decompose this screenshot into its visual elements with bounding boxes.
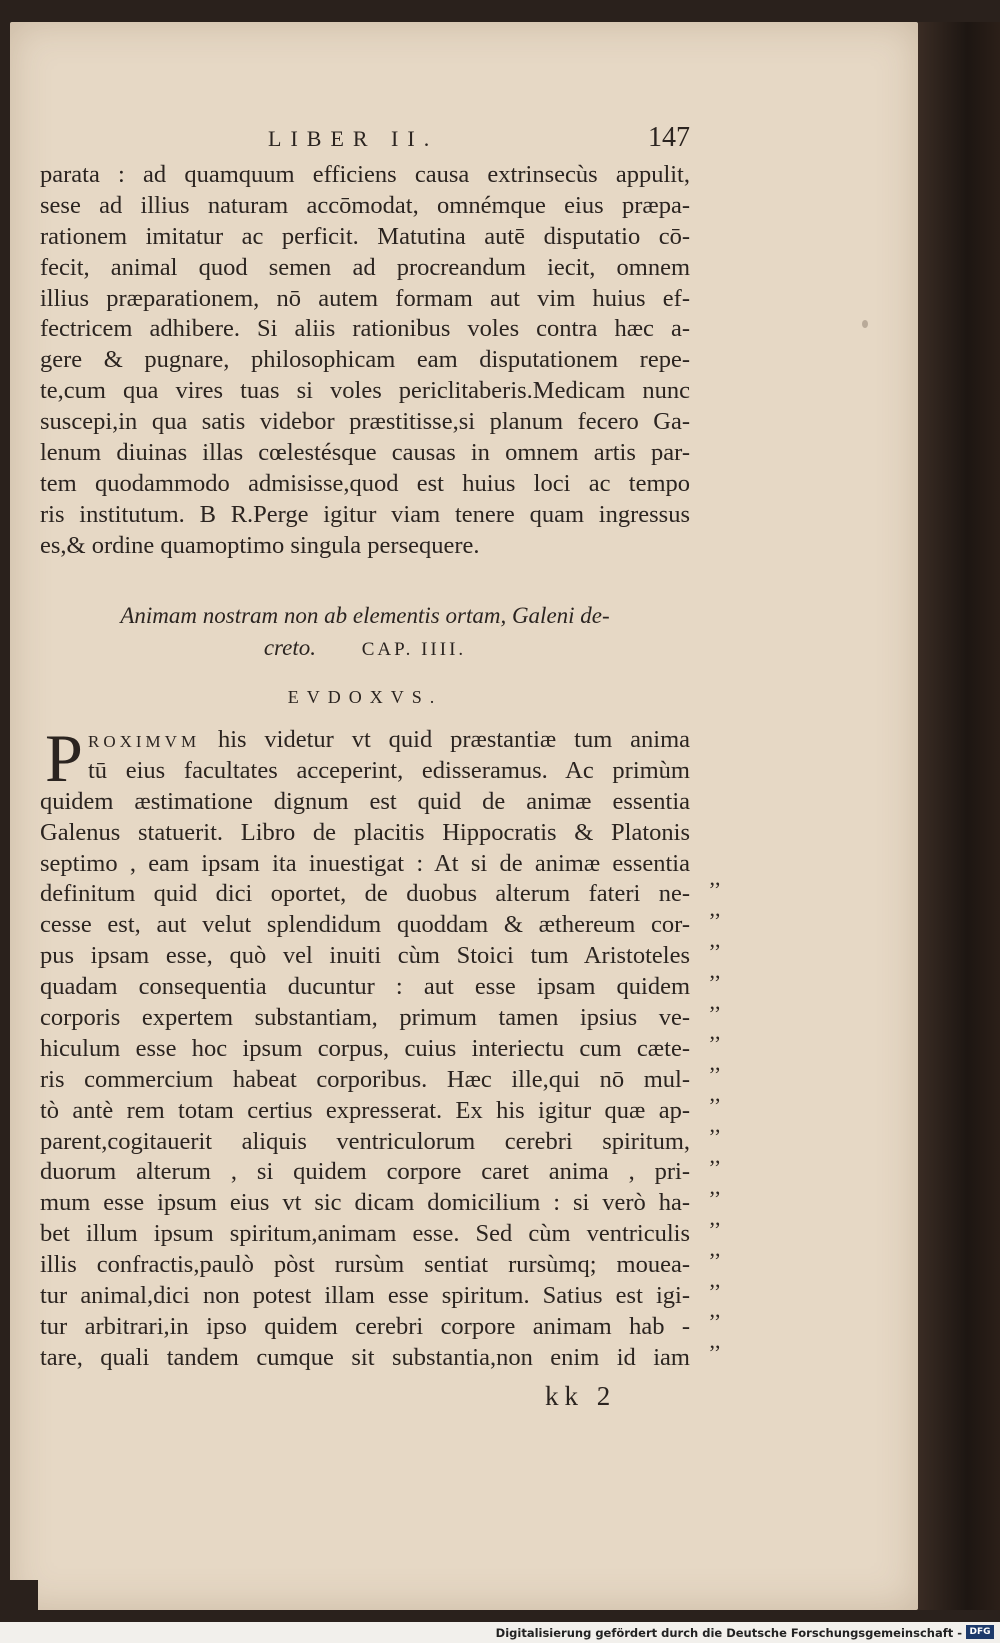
page-number: 147 bbox=[648, 122, 690, 153]
quote-mark: ,, bbox=[709, 1266, 721, 1292]
text-line: tare, quali tandem cumque sit substantia,non enim id iam bbox=[40, 1343, 690, 1371]
text-line: ris commercium habeat corporibus. Hæc ille,qui nō mul- bbox=[40, 1065, 690, 1093]
quote-mark: ,, bbox=[709, 1112, 721, 1138]
text-line: Galenus statuerit. Libro de placitis Hippocratis & Platonis bbox=[40, 818, 690, 846]
quote-mark: ,, bbox=[709, 1081, 721, 1107]
text-line: tem quodammodo admisisse,quod est huius loci ac tempo bbox=[40, 469, 690, 497]
text-line: hiculum esse hoc ipsum corpus, cuius interiectu cum cæte- bbox=[40, 1034, 690, 1062]
quote-mark: ,, bbox=[709, 1173, 721, 1199]
chapter-heading bbox=[40, 600, 690, 664]
chapter-title-end: creto. bbox=[263, 635, 316, 660]
text-line: tur arbitrari,in ipso quidem cerebri corpore animam hab - bbox=[40, 1312, 690, 1340]
text-line: parent,cogitauerit aliquis ventriculorum cerebri spiritum, bbox=[40, 1127, 690, 1155]
funding-note: Digitalisierung gefördert durch die Deutsche Forschungsgemeinschaft - bbox=[495, 1626, 962, 1640]
quote-mark: ,, bbox=[709, 1297, 721, 1323]
text-line: parata : ad quamquum efficiens causa extrinsecùs appulit, bbox=[40, 161, 690, 188]
speaker-name: EVDOXVS. bbox=[287, 687, 443, 707]
text-line: duorum alterum , si quidem corpore caret anima , pri- bbox=[40, 1158, 690, 1186]
signature-mark: kk 2 bbox=[545, 1381, 617, 1411]
text-line: tū eius facultates acceperint, edisseramus. Ac primùm bbox=[88, 756, 690, 784]
text-line: lenum diuinas illas cœlestésque causas in omnem artis par- bbox=[40, 439, 690, 467]
text-line: fectricem adhibere. Si aliis rationibus voles contra hæc a- bbox=[40, 315, 690, 343]
text-line: definitum quid dici oportet, de duobus alterum fateri ne- bbox=[40, 880, 690, 908]
text-line: rationem imitatur ac perficit. Matutina autē disputatio cō- bbox=[40, 222, 690, 250]
marginal-quote-marks bbox=[700, 863, 730, 1357]
quote-mark: ,, bbox=[709, 957, 721, 983]
quote-mark: ,, bbox=[709, 1204, 721, 1230]
text-line: gere & pugnare, philosophicam eam disputationem repe- bbox=[40, 346, 690, 374]
first-word: ROXIMVM bbox=[88, 732, 201, 751]
text-line: illis confractis,paulò pòst rursùm sentiat rursùmq; mouea- bbox=[40, 1251, 690, 1279]
quote-mark: ,, bbox=[709, 865, 721, 890]
text-line: cesse est, aut velut splendidum quoddam & æthereum cor- bbox=[40, 911, 690, 939]
chapter-title-line-2 bbox=[40, 632, 690, 664]
text-line: corporis expertem substantiam, primum tamen ipsius ve- bbox=[40, 1004, 690, 1032]
text-line: te,cum qua vires tuas si voles periclitaberis.Medicam nunc bbox=[40, 377, 690, 405]
quote-mark: ,, bbox=[709, 1050, 721, 1076]
text-line: pus ipsam esse, quò vel inuiti cùm Stoici tum Aristoteles bbox=[40, 942, 690, 970]
text-line: septimo , eam ipsam ita inuestigat : At si de animæ essentia bbox=[40, 849, 690, 877]
first-line-rest: his videtur vt quid præstantiæ tum anima bbox=[200, 726, 690, 753]
quote-mark: ,, bbox=[709, 895, 721, 921]
pencil-mark bbox=[862, 320, 868, 328]
binding-edge bbox=[0, 1580, 38, 1620]
dfg-logo: DFG bbox=[966, 1625, 994, 1639]
quote-mark: ,, bbox=[709, 926, 721, 952]
page-edge-shadow bbox=[918, 22, 1000, 1610]
text-line: tò antè rem totam certius expresserat. Ex his igitur quæ ap- bbox=[40, 1096, 690, 1124]
chapter-title-line: Animam nostram non ab elementis ortam, Galeni de- bbox=[120, 603, 610, 628]
quote-mark: ,, bbox=[709, 988, 721, 1014]
running-title: LIBER II. bbox=[268, 126, 439, 151]
text-line: sese ad illius naturam accōmodat, omnémque eius præpa- bbox=[40, 191, 690, 219]
running-head bbox=[40, 122, 690, 156]
quote-mark: ,, bbox=[709, 1143, 721, 1169]
top-paragraph bbox=[40, 160, 690, 562]
text-line: bet illum ipsum spiritum,animam esse. Sed cùm ventriculis bbox=[40, 1220, 690, 1248]
text-line: suscepi,in qua satis videbor præstitisse,si planum fecero Ga- bbox=[40, 408, 690, 436]
text-line bbox=[40, 725, 690, 756]
text-line: mum esse ipsum eius vt sic dicam domicilium : si verò ha- bbox=[40, 1189, 690, 1217]
main-paragraph bbox=[40, 720, 690, 1374]
text-line: illius præparationem, nō autem formam aut vim huius ef- bbox=[40, 284, 690, 312]
chapter-number: CAP. IIII. bbox=[361, 639, 467, 660]
quote-mark: ,, bbox=[709, 1235, 721, 1261]
text-line: quadam consequentia ducuntur : aut esse ipsam quidem bbox=[40, 973, 690, 1001]
text-line: tur animal,dici non potest illam esse spiritum. Satius est igi- bbox=[40, 1282, 690, 1310]
text-line: fecit, animal quod semen ad procreandum iecit, omnem bbox=[40, 253, 690, 281]
text-line: es,& ordine quamoptimo singula persequere. bbox=[40, 531, 480, 559]
text-line: ris institutum. B R.Perge igitur viam tenere quam ingressus bbox=[40, 500, 690, 528]
quote-mark: ,, bbox=[709, 1019, 721, 1045]
quote-mark: ,, bbox=[709, 1328, 721, 1354]
drop-cap: P bbox=[45, 720, 83, 796]
text-line: quidem æstimatione dignum est quid de animæ essentia bbox=[40, 787, 690, 815]
